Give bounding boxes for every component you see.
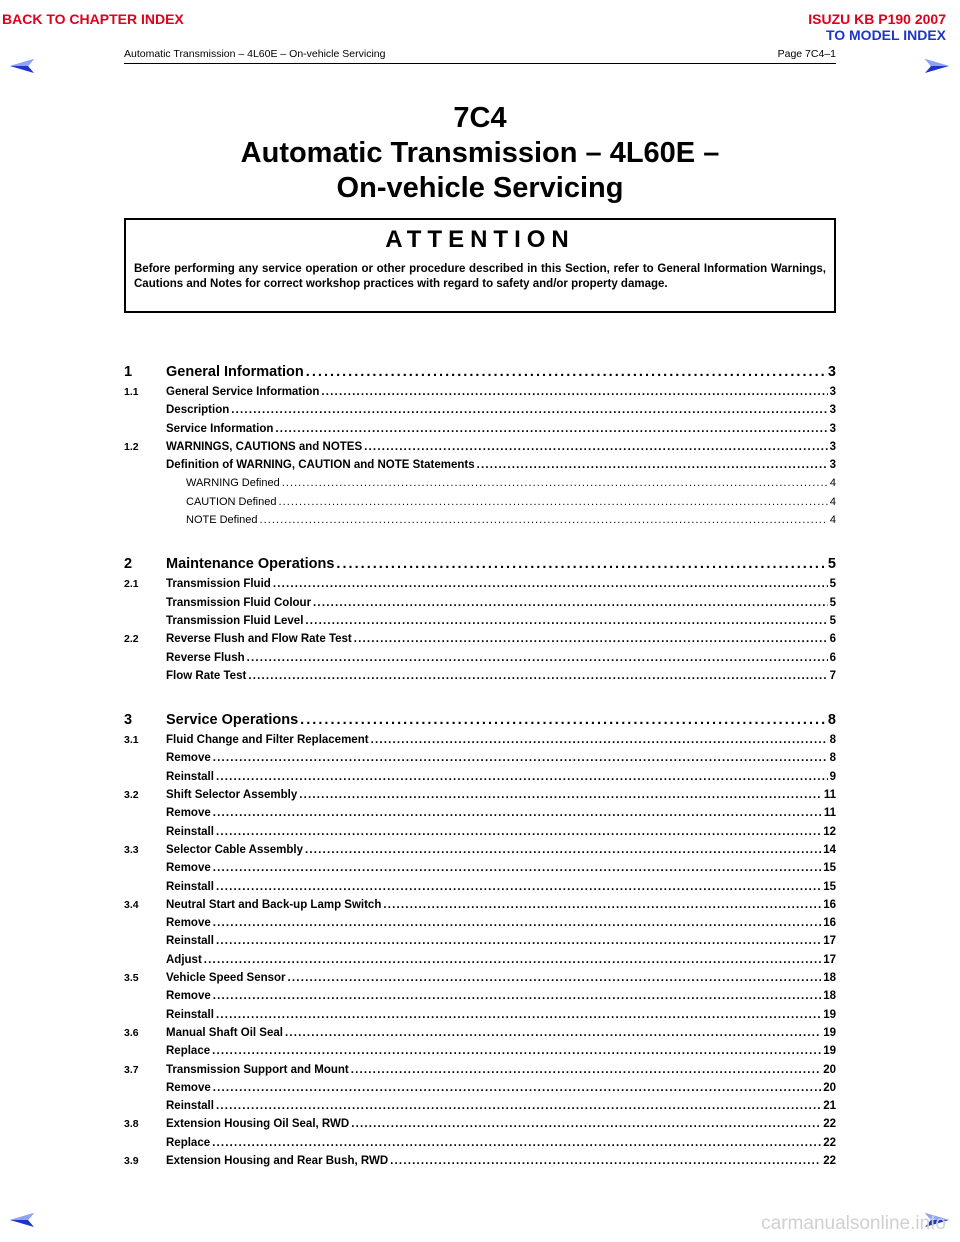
toc-entry-row[interactable] [124,899,836,917]
toc-entry-number: 3.2 [124,789,139,802]
toc-entry-title: Remove [166,807,211,820]
toc-entry-row[interactable] [124,862,836,880]
toc-entry-row[interactable] [124,514,836,532]
toc-entry-row[interactable] [124,386,836,404]
toc-entry-title: Vehicle Speed Sensor [166,972,286,985]
toc-dot-leader [273,578,828,590]
toc-entry-title: CAUTION Defined [186,495,277,508]
toc-entry-page: 4 [829,477,836,490]
toc-dot-leader [216,771,828,783]
toc-entry-title: Flow Rate Test [166,669,247,682]
back-to-chapter-index-link[interactable]: BACK TO CHAPTER INDEX [2,11,184,27]
toc-entry-page: 3 [827,364,836,380]
toc-dot-leader [247,652,828,664]
toc-dot-leader [278,496,827,508]
toc-entry-number: 3.8 [124,1118,139,1131]
toc-entry-page: 4 [829,495,836,508]
toc-dot-leader [305,844,821,856]
toc-entry-number: 3 [124,712,133,729]
toc-dot-leader [306,364,826,380]
toc-entry-page: 3 [829,459,836,472]
toc-entry-page: 18 [823,990,836,1003]
toc-entry-page: 18 [823,972,836,985]
toc-entry-page: 22 [823,1154,836,1167]
toc-entry-page: 6 [829,633,836,646]
toc-dot-leader [305,615,827,627]
toc-entry-title: WARNING Defined [186,477,280,490]
toc-entry-row[interactable] [124,1064,836,1082]
arrow-left-icon[interactable] [9,58,35,74]
toc-dot-leader [216,935,821,947]
toc-dot-leader [299,789,822,801]
toc-dot-leader [477,459,828,471]
toc-entry-page: 5 [829,596,836,609]
toc-entry-number: 3.5 [124,972,139,985]
toc-entry-page: 19 [823,1045,836,1058]
toc-dot-leader [275,423,827,435]
toc-entry-page: 15 [823,862,836,875]
toc-entry-page: 3 [829,386,836,398]
toc-dot-leader [231,404,827,416]
toc-entry-page: 12 [823,825,836,838]
toc-entry-title: Remove [166,990,211,1003]
model-title: ISUZU KB P190 2007 [808,11,946,27]
toc-entry-title: Remove [166,1081,211,1094]
toc-section-gap [124,688,836,712]
toc-entry-title: Maintenance Operations [166,556,335,573]
toc-dot-leader [213,1082,821,1094]
toc-entry-row[interactable] [124,972,836,990]
toc-dot-leader [213,862,821,874]
toc-dot-leader [213,752,828,764]
toc-entry-page: 8 [829,752,836,765]
toc-entry-title: Fluid Change and Filter Replacement [166,734,369,747]
toc-dot-leader [354,633,828,645]
header-page-number: Page 7C4–1 [777,48,836,60]
toc-entry-title: Adjust [166,953,202,966]
toc-entry-title: Transmission Fluid Colour [166,596,312,609]
toc-entry-row[interactable] [124,633,836,651]
toc-dot-leader [300,712,826,728]
toc-entry-page: 16 [823,917,836,930]
toc-entry-title: Transmission Support and Mount [166,1063,349,1076]
toc-dot-leader [336,556,826,572]
toc-entry-page: 11 [823,789,836,802]
toc-entry-title: Reverse Flush [166,651,245,664]
toc-entry-page: 21 [823,1100,836,1113]
toc-dot-leader [212,1045,821,1057]
toc-entry-title: Remove [166,862,211,875]
toc-dot-leader [204,954,821,966]
toc-entry-title: Description [166,404,230,417]
toc-dot-leader [216,826,821,838]
toc-entry-title: Reinstall [166,770,214,783]
toc-entry-row[interactable] [124,734,836,752]
toc-entry-row[interactable] [124,652,836,670]
toc-entry-page: 7 [829,669,836,682]
toc-entry-row[interactable] [124,477,836,495]
toc-entry-row[interactable] [124,1045,836,1063]
toc-entry-number: 3.9 [124,1154,139,1167]
toc-dot-leader [216,881,821,893]
toc-entry-number: 3.3 [124,843,139,856]
toc-dot-leader [260,514,828,526]
table-of-contents [124,364,836,1173]
section-code: 7C4 [453,102,507,134]
toc-entry-page: 22 [823,1136,836,1149]
toc-dot-leader [213,990,821,1002]
toc-entry-title: NOTE Defined [186,514,258,527]
arrow-left-icon[interactable] [9,1212,35,1228]
toc-entry-row[interactable] [124,423,836,441]
toc-entry-page: 22 [823,1118,836,1131]
attention-box [124,218,836,313]
toc-entry-row[interactable] [124,1027,836,1045]
toc-entry-title: Replace [166,1136,211,1149]
toc-dot-leader [216,1009,821,1021]
title-line-1: Automatic Transmission – 4L60E – [240,137,720,169]
toc-entry-row[interactable] [124,752,836,770]
toc-entry-number: 3.6 [124,1026,139,1039]
toc-entry-row[interactable] [124,935,836,953]
title-line-2: On-vehicle Servicing [336,172,624,204]
toc-dot-leader [351,1064,821,1076]
toc-entry-row[interactable] [124,1082,836,1100]
toc-entry-page: 17 [823,935,836,948]
watermark: carmanualsonline.info [761,1213,946,1234]
toc-entry-title: General Information [166,364,304,380]
toc-entry-page: 5 [829,578,836,591]
toc-entry-page: 5 [827,556,836,573]
toc-dot-leader [248,670,827,682]
toc-entry-page: 15 [823,880,836,893]
toc-dot-leader [288,972,822,984]
toc-entry-title: Reverse Flush and Flow Rate Test [166,633,352,646]
toc-entry-title: Shift Selector Assembly [166,789,298,802]
toc-entry-row[interactable] [124,459,836,477]
toc-entry-title: Extension Housing Oil Seal, RWD [166,1118,350,1131]
running-header [124,48,836,64]
toc-entry-number: 2.1 [124,578,139,591]
toc-entry-page: 20 [823,1081,836,1094]
toc-entry-page: 17 [823,953,836,966]
toc-entry-row[interactable] [124,578,836,596]
toc-entry-row[interactable] [124,496,836,514]
toc-dot-leader [282,477,828,489]
toc-entry-row[interactable] [124,1137,836,1155]
toc-entry-row[interactable] [124,615,836,633]
toc-entry-row[interactable] [124,404,836,422]
toc-dot-leader [390,1155,821,1167]
toc-entry-page: 3 [829,440,836,453]
toc-entry-page: 16 [823,898,836,911]
toc-entry-row[interactable] [124,954,836,972]
arrow-right-icon[interactable] [924,58,950,74]
toc-entry-page: 14 [823,843,836,856]
toc-entry-title: Neutral Start and Back-up Lamp Switch [166,898,382,911]
toc-dot-leader [383,899,821,911]
toc-entry-row[interactable] [124,917,836,935]
toc-entry-title: Reinstall [166,935,214,948]
toc-dot-leader [285,1027,821,1039]
toc-entry-row[interactable] [124,670,836,688]
toc-dot-leader [321,386,827,398]
toc-entry-number: 3.4 [124,898,139,911]
page-title [0,100,960,206]
toc-entry-row[interactable] [124,881,836,899]
toc-entry-title: General Service Information [166,386,320,398]
toc-section-row[interactable] [124,712,836,734]
model-index-block [808,11,946,43]
toc-entry-title: Replace [166,1045,211,1058]
toc-entry-title: Reinstall [166,1008,214,1021]
toc-entry-row[interactable] [124,826,836,844]
toc-entry-row[interactable] [124,807,836,825]
toc-entry-title: Reinstall [166,880,214,893]
to-model-index-link[interactable]: TO MODEL INDEX [825,27,946,43]
toc-entry-number: 1.2 [124,440,139,453]
attention-heading: ATTENTION [385,226,575,253]
toc-section-row[interactable] [124,364,836,386]
toc-entry-page: 8 [827,712,836,729]
toc-dot-leader [364,441,827,453]
toc-dot-leader [351,1118,821,1130]
toc-entry-title: Selector Cable Assembly [166,843,303,856]
toc-entry-page: 5 [829,614,836,627]
toc-dot-leader [216,1100,821,1112]
toc-dot-leader [212,1137,821,1149]
toc-entry-number: 2.2 [124,633,139,646]
toc-entry-row[interactable] [124,844,836,862]
toc-entry-row[interactable] [124,1009,836,1027]
toc-dot-leader [213,807,822,819]
toc-entry-row[interactable] [124,597,836,615]
toc-entry-title: Remove [166,752,211,765]
toc-entry-row[interactable] [124,990,836,1008]
toc-entry-title: Transmission Fluid Level [166,614,304,627]
toc-dot-leader [313,597,828,609]
toc-entry-row[interactable] [124,1100,836,1118]
toc-entry-number: 1 [124,364,133,380]
toc-entry-title: Definition of WARNING, CAUTION and NOTE Statements [166,459,475,472]
toc-entry-page: 8 [829,734,836,747]
toc-section-row[interactable] [124,556,836,578]
toc-entry-title: Reinstall [166,1100,214,1113]
toc-entry-title: Remove [166,917,211,930]
toc-entry-page: 19 [823,1008,836,1021]
toc-entry-row[interactable] [124,1118,836,1136]
toc-entry-page: 3 [829,404,836,417]
toc-entry-number: 1.1 [124,386,139,398]
toc-entry-number: 3.7 [124,1063,139,1076]
toc-entry-title: Transmission Fluid [166,578,271,591]
toc-entry-page: 3 [829,422,836,435]
toc-entry-title: Reinstall [166,825,214,838]
toc-entry-row[interactable] [124,441,836,459]
toc-entry-row[interactable] [124,789,836,807]
toc-entry-row[interactable] [124,1155,836,1173]
attention-body: Before performing any service operation or other procedure described in this Section, refer to General Information Warnings, Cautions and Notes for correct workshop practices with regard to safety and/or property damage. [134,263,826,290]
toc-entry-title: Extension Housing and Rear Bush, RWD [166,1154,389,1167]
toc-entry-row[interactable] [124,771,836,789]
toc-section-gap [124,532,836,556]
toc-entry-title: Service Information [166,422,274,435]
toc-entry-title: WARNINGS, CAUTIONS and NOTES [166,440,363,453]
toc-entry-page: 9 [829,770,836,783]
toc-entry-number: 3.1 [124,734,139,747]
toc-entry-title: Manual Shaft Oil Seal [166,1026,283,1039]
toc-entry-page: 11 [823,807,836,820]
toc-dot-leader [213,917,821,929]
toc-entry-page: 19 [823,1026,836,1039]
header-chapter-title: Automatic Transmission – 4L60E – On-vehicle Servicing [124,48,386,60]
toc-entry-number: 2 [124,556,133,573]
toc-entry-title: Service Operations [166,712,299,729]
toc-dot-leader [371,734,828,746]
toc-entry-page: 6 [829,651,836,664]
toc-entry-page: 20 [823,1063,836,1076]
toc-entry-page: 4 [829,514,836,527]
